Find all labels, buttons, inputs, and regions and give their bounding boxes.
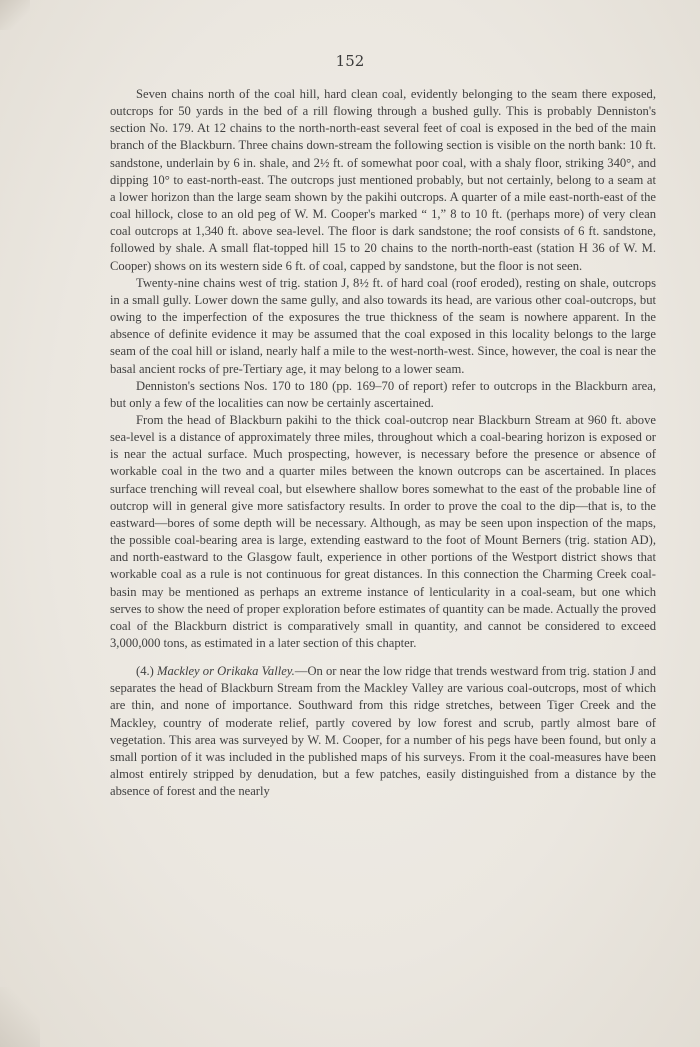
page-corner-shadow [0, 0, 30, 30]
section-number: (4.) [136, 664, 157, 679]
section-body: —On or near the low ridge that trends westward from trig. station J and separates the head of Blackburn Stream from the Mackley Valley are various coal-outcrops, most of which are thin, and none of importance. Southward from this ridge stretches, between Tiger Creek and the Mackley, country of moderate relief, partly covered by low forest and scrub, partly almost bare of vegetation. This area was surveyed by W. M. Cooper, for a number of his pegs have been found, but only a small portion of it was included in the published maps of his surveys. From it the coal-measures have been almost entirely stripped by denudation, but a few patches, easily distinguished from a distance by the absence of forest and the nearly [110, 664, 657, 799]
page-number: 152 [335, 52, 365, 70]
paragraph-dennistons-sections: Denniston's sections Nos. 170 to 180 (pp. 169–70 of report) refer to outcrops in the Blackburn area, but only a few of the localities can now be certainly ascertained. [110, 378, 656, 410]
paragraph-coal-hill-outcrops: Seven chains north of the coal hill, hard clean coal, evidently belonging to the seam there exposed, outcrops for 50 yards in the bed of a rill flowing through a bushed gully. This is probably Denniston's section No. 179. At 12 chains to the north-north-east several feet of coal is exposed in the bed of the main branch of the Blackburn. Three chains down-stream the following section is visible on the north bank: 10 ft. sandstone, underlain by 6 in. shale, and 2½ ft. of somewhat poor coal, with a shaly floor, striking 340°, and dipping 10° to east-north-east. The outcrops just mentioned probably, but not certainly, belong to a seam at a lower horizon than the large seam shown by the pakihi outcrops. A quarter of a mile east-north-east of the coal hillock, close to an old peg of W. M. Cooper's marked “ 1,” 8 to 10 ft. (perhaps more) of very clean coal outcrops at 1,340 ft. above sea-level. The floor is dark sandstone; the roof consists of 6 ft. sandstone, followed by shale. A small flat-topped hill 15 to 20 chains to the north-north-east (station H 36 of W. M. Cooper) shows on its western side 6 ft. of coal, capped by sandstone, but the floor is not seen. [110, 87, 656, 273]
paragraph-blackburn-prospecting: From the head of Blackburn pakihi to the thick coal-outcrop near Blackburn Stream at 960 ft. above sea-level is a distance of approximately three miles, throughout which a coal-bearing horizon is exposed or is near the actual surface. Much prospecting, however, is necessary before the presence or absence of workable coal in the two and a quarter miles between the known outcrops can be ascertained. In places surface trenching will reveal coal, but elsewhere shallow bores somewhat to the east of the probable line of outcrop will in general give more satisfactory results. In order to prove the coal to the dip—that is, to the eastward—bores of some depth will be necessary. Although, as may be seen upon inspection of the maps, the possible coal-bearing area is large, extending eastward to the foot of Mount Berners (trig. station AD), and north-eastward to the Glasgow fault, experience in other portions of the Westport district shows that workable coal as a rule is not continuous for great distances. In this connection the Charming Creek coal-basin may be mentioned as perhaps an extreme instance of lenticularity in a coal-seam, but one which serves to show the need of proper exploration before estimates of quantity can be made. Actually the proved coal of the Blackburn district is comparatively small in quantity, and cannot be considered to exceed 3,000,000 tons, as estimated in a later section of this chapter. [110, 412, 656, 650]
body-text [110, 86, 656, 800]
paragraph-mackley-valley [110, 663, 656, 800]
page-corner-shadow-bottom [0, 987, 40, 1047]
paragraph-trig-station-j: Twenty-nine chains west of trig. station J, 8½ ft. of hard coal (roof eroded), resting on shale, outcrops in a small gully. Lower down the same gully, and also towards its head, are various other coal-outcrops, but owing to the imperfection of the exposures the true thickness of the seam is nowhere apparent. In the absence of definite evidence it may be assumed that the coal exposed in this locality belongs to the large seam of the coal hill or island, nearly half a mile to the west-north-west. Since, however, the coal is near the basal ancient rocks of pre-Tertiary age, it may belong to a lower seam. [110, 275, 656, 376]
section-heading: Mackley or Orikaka Valley. [157, 664, 295, 679]
